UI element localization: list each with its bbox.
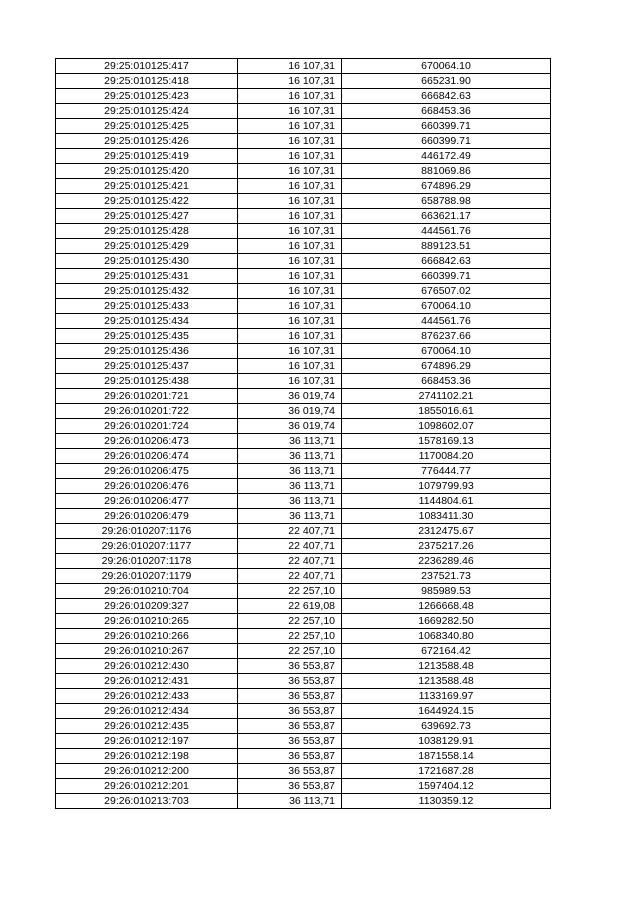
value-cell: 665231.90 xyxy=(342,74,551,89)
area-cell: 36 019,74 xyxy=(238,404,342,419)
area-cell: 36 113,71 xyxy=(238,449,342,464)
value-cell: 2236289.46 xyxy=(342,554,551,569)
value-cell: 881069.86 xyxy=(342,164,551,179)
area-cell: 36 553,87 xyxy=(238,779,342,794)
value-cell: 1266668.48 xyxy=(342,599,551,614)
cadastral-number-cell: 29:26:010201:721 xyxy=(56,389,238,404)
area-cell: 16 107,31 xyxy=(238,284,342,299)
value-cell: 2741102.21 xyxy=(342,389,551,404)
table-row xyxy=(56,299,551,314)
value-cell: 674896.29 xyxy=(342,179,551,194)
cadastral-number-cell: 29:25:010125:430 xyxy=(56,254,238,269)
area-cell: 16 107,31 xyxy=(238,134,342,149)
area-cell: 16 107,31 xyxy=(238,314,342,329)
area-cell: 16 107,31 xyxy=(238,374,342,389)
area-cell: 22 257,10 xyxy=(238,614,342,629)
cadastral-number-cell: 29:26:010206:477 xyxy=(56,494,238,509)
cadastral-number-cell: 29:26:010206:479 xyxy=(56,509,238,524)
cadastral-number-cell: 29:26:010206:474 xyxy=(56,449,238,464)
area-cell: 22 619,08 xyxy=(238,599,342,614)
area-cell: 16 107,31 xyxy=(238,194,342,209)
value-cell: 663621.17 xyxy=(342,209,551,224)
cadastral-number-cell: 29:26:010207:1178 xyxy=(56,554,238,569)
value-cell: 1068340.80 xyxy=(342,629,551,644)
cadastral-number-cell: 29:26:010206:473 xyxy=(56,434,238,449)
value-cell: 670064.10 xyxy=(342,344,551,359)
cadastral-number-cell: 29:26:010201:722 xyxy=(56,404,238,419)
value-cell: 670064.10 xyxy=(342,59,551,74)
area-cell: 36 019,74 xyxy=(238,419,342,434)
table-row xyxy=(56,314,551,329)
area-cell: 16 107,31 xyxy=(238,74,342,89)
cadastral-number-cell: 29:26:010212:200 xyxy=(56,764,238,779)
cadastral-number-cell: 29:26:010212:430 xyxy=(56,659,238,674)
value-cell: 985989.53 xyxy=(342,584,551,599)
value-cell: 1133169.97 xyxy=(342,689,551,704)
cadastral-number-cell: 29:26:010212:201 xyxy=(56,779,238,794)
cadastral-number-cell: 29:26:010207:1179 xyxy=(56,569,238,584)
value-cell: 1213588.48 xyxy=(342,659,551,674)
area-cell: 22 257,10 xyxy=(238,629,342,644)
value-cell: 1597404.12 xyxy=(342,779,551,794)
cadastral-number-cell: 29:26:010207:1177 xyxy=(56,539,238,554)
value-cell: 1144804.61 xyxy=(342,494,551,509)
value-cell: 666842.63 xyxy=(342,89,551,104)
area-cell: 36 113,71 xyxy=(238,509,342,524)
table-row xyxy=(56,689,551,704)
cadastral-number-cell: 29:26:010210:704 xyxy=(56,584,238,599)
table-row xyxy=(56,254,551,269)
cadastral-number-cell: 29:26:010206:476 xyxy=(56,479,238,494)
table-row xyxy=(56,329,551,344)
table-row xyxy=(56,794,551,809)
table-row xyxy=(56,569,551,584)
cadastral-number-cell: 29:25:010125:431 xyxy=(56,269,238,284)
table-row xyxy=(56,644,551,659)
area-cell: 22 407,71 xyxy=(238,569,342,584)
value-cell: 2375217.26 xyxy=(342,539,551,554)
cadastral-number-cell: 29:26:010213:703 xyxy=(56,794,238,809)
cadastral-number-cell: 29:26:010212:434 xyxy=(56,704,238,719)
area-cell: 36 019,74 xyxy=(238,389,342,404)
table-row xyxy=(56,374,551,389)
table-row xyxy=(56,659,551,674)
table-row xyxy=(56,449,551,464)
cadastral-number-cell: 29:26:010210:267 xyxy=(56,644,238,659)
table-row xyxy=(56,224,551,239)
table-row xyxy=(56,239,551,254)
cadastral-number-cell: 29:25:010125:418 xyxy=(56,74,238,89)
cadastral-number-cell: 29:25:010125:421 xyxy=(56,179,238,194)
table-row xyxy=(56,509,551,524)
value-cell: 1578169.13 xyxy=(342,434,551,449)
value-cell: 1170084.20 xyxy=(342,449,551,464)
table-row xyxy=(56,269,551,284)
table-row xyxy=(56,164,551,179)
area-cell: 36 553,87 xyxy=(238,734,342,749)
cadastral-number-cell: 29:26:010212:433 xyxy=(56,689,238,704)
table-row xyxy=(56,584,551,599)
cadastral-number-cell: 29:26:010210:266 xyxy=(56,629,238,644)
table-row xyxy=(56,74,551,89)
area-cell: 22 257,10 xyxy=(238,584,342,599)
cadastral-number-cell: 29:25:010125:417 xyxy=(56,59,238,74)
table-body xyxy=(56,59,551,809)
area-cell: 36 553,87 xyxy=(238,719,342,734)
cadastral-number-cell: 29:25:010125:436 xyxy=(56,344,238,359)
value-cell: 670064.10 xyxy=(342,299,551,314)
area-cell: 16 107,31 xyxy=(238,104,342,119)
table-row xyxy=(56,59,551,74)
area-cell: 22 407,71 xyxy=(238,524,342,539)
table-row xyxy=(56,464,551,479)
value-cell: 674896.29 xyxy=(342,359,551,374)
area-cell: 16 107,31 xyxy=(238,254,342,269)
cadastral-number-cell: 29:26:010212:197 xyxy=(56,734,238,749)
area-cell: 36 553,87 xyxy=(238,674,342,689)
cadastral-number-cell: 29:25:010125:432 xyxy=(56,284,238,299)
value-cell: 1098602.07 xyxy=(342,419,551,434)
value-cell: 1871558.14 xyxy=(342,749,551,764)
area-cell: 16 107,31 xyxy=(238,179,342,194)
area-cell: 16 107,31 xyxy=(238,119,342,134)
area-cell: 16 107,31 xyxy=(238,239,342,254)
value-cell: 889123.51 xyxy=(342,239,551,254)
value-cell: 1130359.12 xyxy=(342,794,551,809)
cadastral-number-cell: 29:25:010125:423 xyxy=(56,89,238,104)
cadastral-number-cell: 29:26:010206:475 xyxy=(56,464,238,479)
table-row xyxy=(56,629,551,644)
table-row xyxy=(56,419,551,434)
table-row xyxy=(56,674,551,689)
table-row xyxy=(56,719,551,734)
area-cell: 16 107,31 xyxy=(238,149,342,164)
area-cell: 36 113,71 xyxy=(238,434,342,449)
value-cell: 666842.63 xyxy=(342,254,551,269)
table-row xyxy=(56,779,551,794)
value-cell: 1038129.91 xyxy=(342,734,551,749)
cadastral-number-cell: 29:26:010207:1176 xyxy=(56,524,238,539)
table-row xyxy=(56,434,551,449)
value-cell: 676507.02 xyxy=(342,284,551,299)
table-row xyxy=(56,194,551,209)
data-table xyxy=(55,58,551,809)
value-cell: 658788.98 xyxy=(342,194,551,209)
area-cell: 16 107,31 xyxy=(238,329,342,344)
area-cell: 16 107,31 xyxy=(238,89,342,104)
area-cell: 16 107,31 xyxy=(238,269,342,284)
area-cell: 16 107,31 xyxy=(238,299,342,314)
area-cell: 22 407,71 xyxy=(238,554,342,569)
table-row xyxy=(56,524,551,539)
value-cell: 2312475.67 xyxy=(342,524,551,539)
value-cell: 1855016.61 xyxy=(342,404,551,419)
area-cell: 36 113,71 xyxy=(238,794,342,809)
table-row xyxy=(56,149,551,164)
cadastral-number-cell: 29:25:010125:437 xyxy=(56,359,238,374)
table-row xyxy=(56,134,551,149)
cadastral-number-cell: 29:25:010125:425 xyxy=(56,119,238,134)
cadastral-number-cell: 29:26:010201:724 xyxy=(56,419,238,434)
cadastral-number-cell: 29:25:010125:420 xyxy=(56,164,238,179)
value-cell: 444561.76 xyxy=(342,224,551,239)
area-cell: 36 553,87 xyxy=(238,704,342,719)
cadastral-number-cell: 29:25:010125:422 xyxy=(56,194,238,209)
table-row xyxy=(56,104,551,119)
area-cell: 16 107,31 xyxy=(238,224,342,239)
value-cell: 1669282.50 xyxy=(342,614,551,629)
cadastral-number-cell: 29:26:010210:265 xyxy=(56,614,238,629)
cadastral-number-cell: 29:25:010125:429 xyxy=(56,239,238,254)
cadastral-number-cell: 29:26:010212:431 xyxy=(56,674,238,689)
table-row xyxy=(56,749,551,764)
table-row xyxy=(56,119,551,134)
area-cell: 36 553,87 xyxy=(238,749,342,764)
table-row xyxy=(56,389,551,404)
value-cell: 1644924.15 xyxy=(342,704,551,719)
area-cell: 16 107,31 xyxy=(238,359,342,374)
area-cell: 16 107,31 xyxy=(238,164,342,179)
cadastral-number-cell: 29:25:010125:426 xyxy=(56,134,238,149)
value-cell: 876237.66 xyxy=(342,329,551,344)
table-row xyxy=(56,209,551,224)
value-cell: 660399.71 xyxy=(342,134,551,149)
cadastral-number-cell: 29:25:010125:438 xyxy=(56,374,238,389)
table-row xyxy=(56,179,551,194)
value-cell: 237521.73 xyxy=(342,569,551,584)
area-cell: 22 407,71 xyxy=(238,539,342,554)
value-cell: 639692.73 xyxy=(342,719,551,734)
table-row xyxy=(56,89,551,104)
cadastral-number-cell: 29:25:010125:435 xyxy=(56,329,238,344)
value-cell: 444561.76 xyxy=(342,314,551,329)
table-row xyxy=(56,359,551,374)
cadastral-number-cell: 29:26:010209:327 xyxy=(56,599,238,614)
table-row xyxy=(56,554,551,569)
table-row xyxy=(56,764,551,779)
table-row xyxy=(56,734,551,749)
table-row xyxy=(56,404,551,419)
cadastral-number-cell: 29:25:010125:427 xyxy=(56,209,238,224)
table-row xyxy=(56,479,551,494)
cadastral-number-cell: 29:25:010125:419 xyxy=(56,149,238,164)
area-cell: 36 553,87 xyxy=(238,764,342,779)
value-cell: 660399.71 xyxy=(342,269,551,284)
table-row xyxy=(56,284,551,299)
area-cell: 16 107,31 xyxy=(238,209,342,224)
area-cell: 36 553,87 xyxy=(238,659,342,674)
value-cell: 672164.42 xyxy=(342,644,551,659)
area-cell: 16 107,31 xyxy=(238,59,342,74)
area-cell: 36 113,71 xyxy=(238,464,342,479)
area-cell: 36 113,71 xyxy=(238,479,342,494)
table-row xyxy=(56,539,551,554)
area-cell: 36 553,87 xyxy=(238,689,342,704)
area-cell: 16 107,31 xyxy=(238,344,342,359)
value-cell: 776444.77 xyxy=(342,464,551,479)
cadastral-number-cell: 29:25:010125:433 xyxy=(56,299,238,314)
cadastral-number-cell: 29:26:010212:198 xyxy=(56,749,238,764)
value-cell: 1721687.28 xyxy=(342,764,551,779)
cadastral-number-cell: 29:26:010212:435 xyxy=(56,719,238,734)
value-cell: 1079799.93 xyxy=(342,479,551,494)
table-row xyxy=(56,599,551,614)
value-cell: 668453.36 xyxy=(342,374,551,389)
table-row xyxy=(56,614,551,629)
value-cell: 660399.71 xyxy=(342,119,551,134)
value-cell: 1083411.30 xyxy=(342,509,551,524)
cadastral-number-cell: 29:25:010125:428 xyxy=(56,224,238,239)
area-cell: 22 257,10 xyxy=(238,644,342,659)
value-cell: 446172.49 xyxy=(342,149,551,164)
table-row xyxy=(56,704,551,719)
table-row xyxy=(56,344,551,359)
table-row xyxy=(56,494,551,509)
cadastral-number-cell: 29:25:010125:424 xyxy=(56,104,238,119)
value-cell: 1213588.48 xyxy=(342,674,551,689)
cadastral-number-cell: 29:25:010125:434 xyxy=(56,314,238,329)
value-cell: 668453.36 xyxy=(342,104,551,119)
area-cell: 36 113,71 xyxy=(238,494,342,509)
